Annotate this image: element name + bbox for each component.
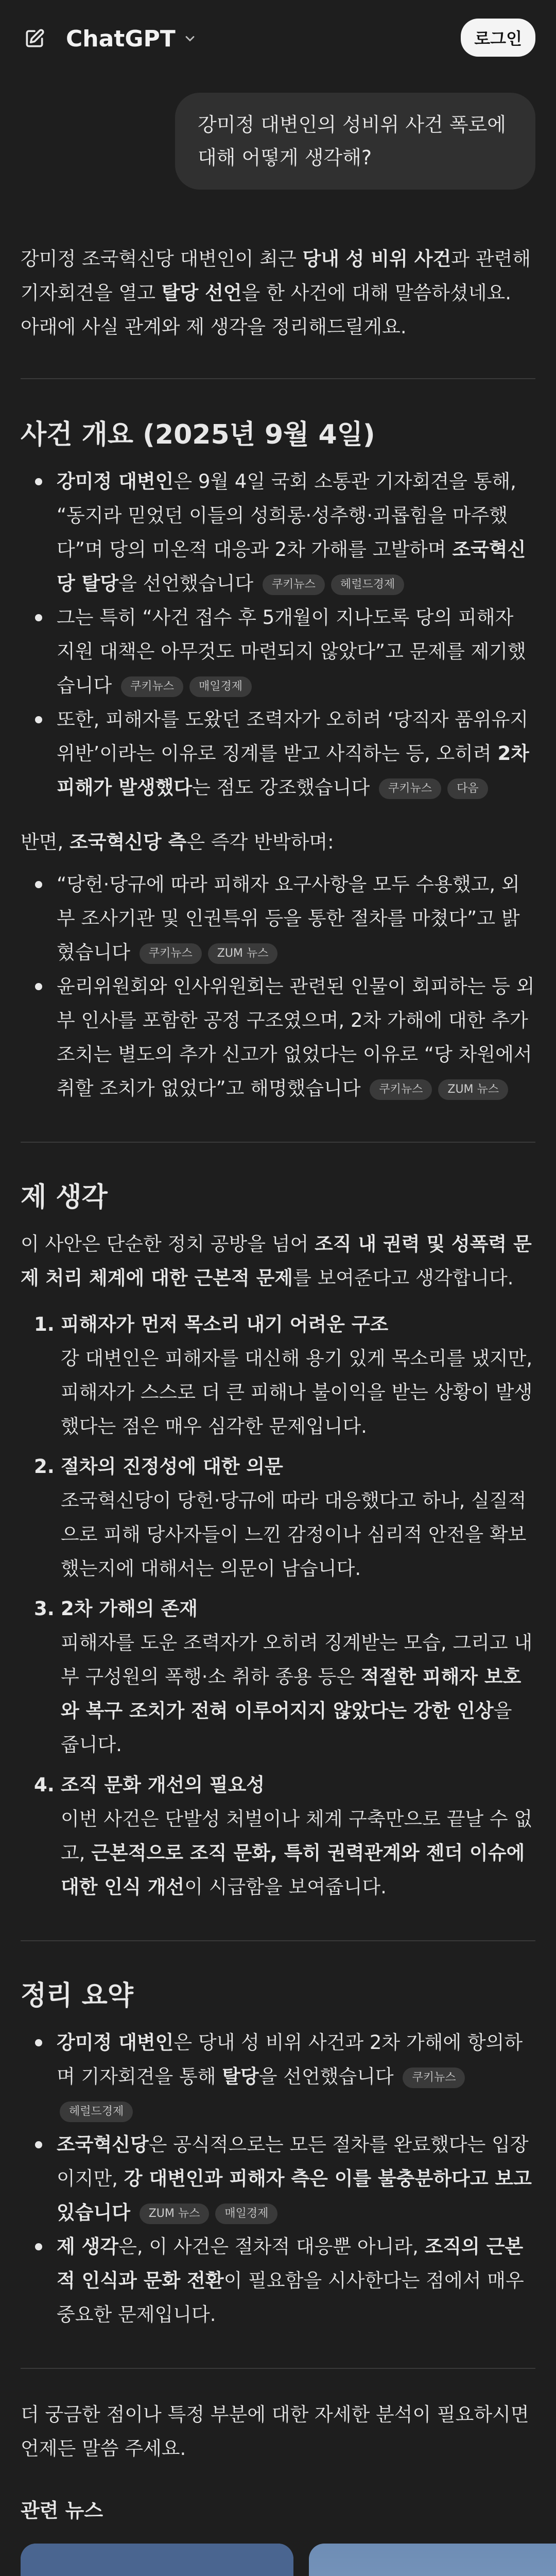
related-news-title: 관련 뉴스 bbox=[21, 2499, 103, 2522]
user-message-bubble: 강미정 대변인의 성비위 사건 폭로에 대해 어떻게 생각해? bbox=[175, 93, 535, 190]
item-body bbox=[61, 1802, 535, 1904]
text: 은 즉각 반박하며: bbox=[186, 831, 334, 853]
news-thumbnail bbox=[21, 2544, 293, 2576]
divider bbox=[21, 378, 535, 379]
bold-text: 조국혁신당 bbox=[57, 2133, 149, 2156]
text: 은 당내 성 비위 사건과 2차 가해에 항의하며 기자회견을 통해 bbox=[57, 2031, 523, 2088]
bold-text: 강미정 대변인 bbox=[57, 2031, 174, 2054]
related-news-carousel bbox=[21, 2544, 535, 2576]
list-item bbox=[57, 601, 535, 703]
list-item bbox=[57, 703, 535, 805]
source-chip[interactable]: 헤럴드경제 bbox=[60, 2102, 133, 2122]
source-chip[interactable]: 쿠키뉴스 bbox=[403, 2067, 465, 2088]
bold-text: 조직 내 권력 및 성폭력 문제 처리 체계에 대한 근본적 문제 bbox=[21, 1233, 532, 1289]
bold-text: 강미정 대변인 bbox=[57, 470, 174, 493]
item-number: 1. bbox=[34, 1313, 55, 1335]
model-selector-title[interactable]: ChatGPT bbox=[66, 25, 176, 52]
bold-text: 조국혁신당 측 bbox=[70, 831, 187, 853]
numbered-item bbox=[34, 1308, 535, 1444]
chevron-down-icon[interactable] bbox=[183, 31, 197, 46]
text: 은 공식적으로는 모든 절차를 완료했다는 입장이지만, bbox=[57, 2133, 529, 2190]
source-chip[interactable]: 매일경제 bbox=[215, 2204, 277, 2224]
source-chip[interactable]: 쿠키뉴스 bbox=[140, 943, 202, 964]
text: 는 점도 강조했습니다 bbox=[192, 776, 370, 799]
text: 강미정 조국혁신당 대변인이 최근 bbox=[21, 248, 303, 270]
source-chip[interactable]: 헤럴드경제 bbox=[331, 574, 404, 595]
text: 피해자를 도운 조력자가 오히려 징계받는 모습, 그리고 내부 구성원의 폭행·소 취하 종용 등은 bbox=[61, 1632, 533, 1688]
item-number: 3. bbox=[34, 1598, 55, 1620]
bold-text: 조직의 근본적 인식과 문화 전환 bbox=[57, 2235, 524, 2292]
text: 은, 이 사건은 절차적 대응뿐 아니라, bbox=[118, 2235, 425, 2258]
news-card[interactable] bbox=[309, 2544, 556, 2576]
opinion-list bbox=[21, 1308, 535, 1904]
source-chip[interactable]: 쿠키뉴스 bbox=[263, 574, 325, 595]
text: 윤리위원회와 인사위원회는 관련된 인물이 회피하는 등 외부 인사를 포함한 공정 구조였으며, 2차 가해에 대한 추가 조치는 별도의 추가 신고가 없었다는 이유로 “당 차원에서 취할 조치가 없었다”고 해명했습니다 bbox=[57, 975, 535, 1099]
divider bbox=[21, 1142, 535, 1143]
new-chat-icon[interactable] bbox=[21, 25, 48, 53]
item-heading: 2차 가해의 존재 bbox=[61, 1598, 198, 1620]
section-title-summary: 정리 요약 bbox=[21, 1980, 134, 2011]
text: 을 한 사건에 대해 말씀하셨네요. 아래에 사실 관계와 제 생각을 정리해드릴게요. bbox=[21, 282, 512, 338]
text: 을 선언했습니다 bbox=[118, 572, 254, 595]
source-chip[interactable]: ZUM 뉴스 bbox=[208, 943, 278, 964]
bold-text: 탈당 bbox=[222, 2065, 259, 2088]
assistant-answer bbox=[21, 242, 535, 2576]
text: 은 9월 4일 국회 소통관 기자회견을 통해, “동지라 믿었던 이들의 성희롱·성추행·괴롭힘을 마주했다”며 당의 미온적 대응과 2차 가해를 고발하며 bbox=[57, 470, 516, 561]
section-title-opinion: 제 생각 bbox=[21, 1182, 108, 1213]
text: 이 필요함을 시사한다는 점에서 매우 중요한 문제입니다. bbox=[57, 2269, 524, 2326]
news-thumbnail bbox=[309, 2544, 556, 2576]
numbered-item bbox=[34, 1592, 535, 1762]
intro-paragraph bbox=[21, 242, 535, 344]
news-card[interactable] bbox=[21, 2544, 293, 2576]
list-item bbox=[57, 465, 535, 601]
item-body bbox=[61, 1626, 535, 1762]
text: 을 줍니다. bbox=[61, 1700, 512, 1756]
text: 이번 사건은 단발성 처벌이나 체계 구축만으로 끝날 수 없고, bbox=[61, 1808, 533, 1864]
section-title-overview: 사건 개요 (2025년 9월 4일) bbox=[21, 419, 375, 450]
text: 반면, bbox=[21, 831, 70, 853]
source-chip[interactable]: 매일경제 bbox=[189, 676, 252, 697]
numbered-item bbox=[34, 1768, 535, 1904]
source-chip[interactable]: ZUM 뉴스 bbox=[140, 2204, 210, 2224]
rebuttal-list bbox=[21, 868, 535, 1106]
numbered-item bbox=[34, 1450, 535, 1586]
text: 이 사안은 단순한 정치 공방을 넘어 bbox=[21, 1233, 315, 1255]
overview-list bbox=[21, 465, 535, 805]
divider bbox=[21, 2368, 535, 2369]
text: 그는 특히 “사건 접수 후 5개월이 지나도록 당의 피해자 지원 대책은 아무것도 마련되지 않았다”고 문제를 제기했습니다 bbox=[57, 606, 526, 697]
item-heading: 조직 문화 개선의 필요성 bbox=[61, 1774, 265, 1796]
source-chip[interactable]: 다음 bbox=[447, 778, 488, 799]
divider bbox=[21, 1940, 535, 1941]
item-number: 4. bbox=[34, 1774, 55, 1796]
bold-text: 적절한 피해자 보호와 복구 조치가 전혀 이루어지지 않았다는 강한 인상 bbox=[61, 1666, 522, 1722]
list-item bbox=[57, 2230, 535, 2332]
list-item bbox=[57, 2128, 535, 2230]
text: 과 관련해 기자회견을 열고 bbox=[21, 248, 531, 304]
closing-paragraph: 더 궁금한 점이나 특정 부분에 대한 자세한 분석이 필요하시면 언제든 말씀 주세요. bbox=[21, 2403, 529, 2460]
bold-text: 제 생각 bbox=[57, 2235, 119, 2258]
text: 또한, 피해자를 도왔던 조력자가 오히려 ‘당직자 품위유지 위반’이라는 이유로 징계를 받고 사직하는 등, 오히려 bbox=[57, 708, 529, 765]
bold-text: 당내 성 비위 사건 bbox=[302, 248, 451, 270]
bold-text: 탈당 선언 bbox=[161, 282, 242, 304]
bold-text: 조국혁신당 탈당 bbox=[57, 538, 526, 595]
text: 를 보여준다고 생각합니다. bbox=[293, 1267, 514, 1289]
list-item bbox=[57, 970, 535, 1106]
item-heading: 피해자가 먼저 목소리 내기 어려운 구조 bbox=[61, 1313, 389, 1335]
item-body: 조국혁신당이 당헌·당규에 따라 대응했다고 하나, 실질적으로 피해 당사자들이 느낀 감정이나 심리적 안전을 확보했는지에 대해서는 의문이 남습니다. bbox=[61, 1489, 527, 1580]
text: 을 선언했습니다 bbox=[258, 2065, 394, 2088]
top-bar bbox=[0, 0, 556, 77]
item-heading: 절차의 진정성에 대한 의문 bbox=[61, 1455, 283, 1478]
bold-text: 2차 피해가 발생했다 bbox=[57, 742, 529, 799]
rebuttal-paragraph bbox=[21, 825, 535, 859]
summary-list bbox=[21, 2026, 535, 2332]
source-chip[interactable]: ZUM 뉴스 bbox=[438, 1079, 508, 1100]
bold-text: 근본적으로 조직 문화, 특히 권력관계와 젠더 이슈에 대한 인식 개선 bbox=[61, 1842, 525, 1898]
text: “당헌·당규에 따라 피해자 요구사항을 모두 수용했고, 외부 조사기관 및 인권특위 등을 통한 절차를 마쳤다”고 밝혔습니다 bbox=[57, 873, 520, 963]
source-chip[interactable]: 쿠키뉴스 bbox=[379, 778, 441, 799]
opinion-intro bbox=[21, 1227, 535, 1295]
item-number: 2. bbox=[34, 1455, 55, 1478]
text: 이 시급함을 보여줍니다. bbox=[184, 1876, 387, 1898]
list-item bbox=[57, 868, 535, 970]
item-body: 강 대변인은 피해자를 대신해 용기 있게 목소리를 냈지만, 피해자가 스스로 더 큰 피해나 불이익을 받는 상황이 발생했다는 점은 매우 심각한 문제입니다. bbox=[61, 1347, 533, 1437]
list-item bbox=[57, 2026, 535, 2128]
bold-text: 강 대변인과 피해자 측은 이를 불충분하다고 보고 있습니다 bbox=[57, 2167, 532, 2224]
source-chip[interactable]: 쿠키뉴스 bbox=[121, 676, 183, 697]
login-button[interactable]: 로그인 bbox=[461, 19, 535, 57]
source-chip[interactable]: 쿠키뉴스 bbox=[370, 1079, 432, 1100]
